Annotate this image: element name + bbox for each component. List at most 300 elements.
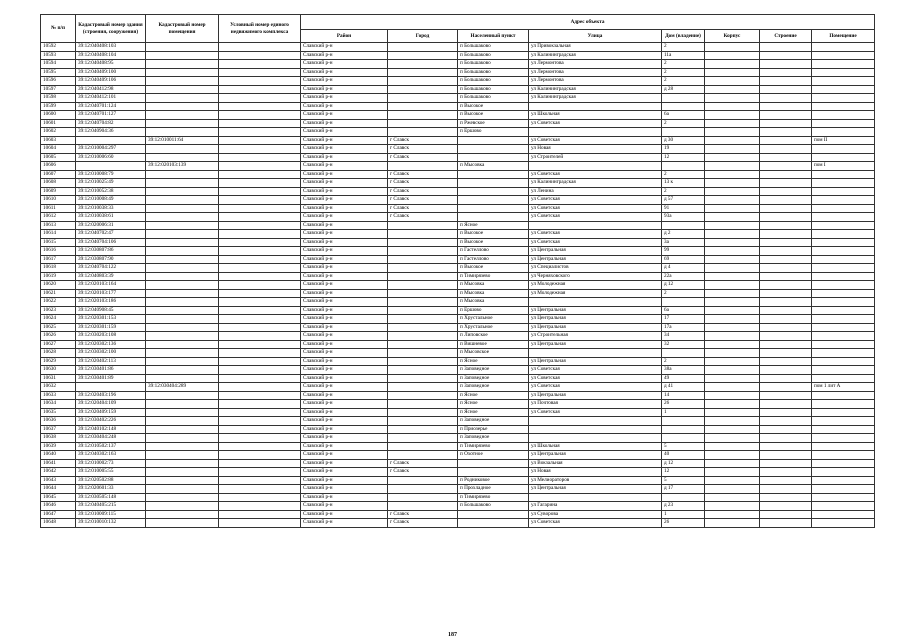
table-row [41, 451, 875, 460]
cell-cad-room [146, 400, 219, 409]
cell-cad-building: 39:12:030807:86 [76, 247, 146, 256]
cell-cad-complex [219, 128, 301, 137]
cell-num: 10629 [41, 357, 76, 366]
cell-cad-complex [219, 238, 301, 247]
cell-settlement: п Заповедное [458, 383, 529, 392]
cell-korpus [705, 510, 760, 519]
cell-street: ул Гагарина [529, 502, 662, 511]
cell-stroenie [760, 306, 812, 315]
cell-city [388, 162, 458, 171]
cell-korpus [705, 468, 760, 477]
cell-district: Славский р-н [301, 425, 388, 434]
cell-street [529, 417, 662, 426]
cell-cad-building: 39:12:040704:82 [76, 119, 146, 128]
header-district: Район [301, 30, 388, 43]
cell-district: Славский р-н [301, 340, 388, 349]
table-row [41, 119, 875, 128]
cell-city [388, 451, 458, 460]
cell-cad-room [146, 417, 219, 426]
cell-city: г Славск [388, 204, 458, 213]
cell-city [388, 340, 458, 349]
cell-stroenie [760, 459, 812, 468]
cell-house [662, 221, 705, 230]
table-row [41, 289, 875, 298]
table-row [41, 68, 875, 77]
cell-district: Славский р-н [301, 510, 388, 519]
cell-house: 12 [662, 468, 705, 477]
table-row [41, 196, 875, 205]
table-row [41, 434, 875, 443]
cell-cad-building: 39:12:010002:73 [76, 459, 146, 468]
cell-settlement: п Заповедное [458, 374, 529, 383]
cell-korpus [705, 408, 760, 417]
cell-room [812, 468, 875, 477]
cell-district: Славский р-н [301, 417, 388, 426]
table-row [41, 213, 875, 222]
table-row [41, 272, 875, 281]
cell-korpus [705, 238, 760, 247]
cell-house: 69 [662, 255, 705, 264]
cell-cad-complex [219, 179, 301, 188]
cell-district: Славский р-н [301, 323, 388, 332]
cell-cad-building: 39:12:040102:148 [76, 425, 146, 434]
cell-stroenie [760, 196, 812, 205]
cell-cad-room [146, 493, 219, 502]
cell-district: Славский р-н [301, 247, 388, 256]
cell-cad-building: 39:12:040702:47 [76, 230, 146, 239]
cell-city [388, 264, 458, 273]
cell-house [662, 102, 705, 111]
cell-street: ул Школьная [529, 442, 662, 451]
cell-settlement [458, 145, 529, 154]
cell-house: д 12 [662, 459, 705, 468]
cell-city [388, 289, 458, 298]
cell-room [812, 391, 875, 400]
cell-cad-room [146, 153, 219, 162]
cell-num: 10595 [41, 68, 76, 77]
cell-room [812, 493, 875, 502]
cell-street: ул Центральная [529, 315, 662, 324]
cell-district: Славский р-н [301, 476, 388, 485]
cell-num: 10610 [41, 196, 76, 205]
cell-settlement: п Большаково [458, 68, 529, 77]
cell-stroenie [760, 383, 812, 392]
cell-num: 10630 [41, 366, 76, 375]
cell-house: 2 [662, 357, 705, 366]
cell-korpus [705, 442, 760, 451]
cell-num: 10633 [41, 391, 76, 400]
cell-stroenie [760, 111, 812, 120]
cell-stroenie [760, 145, 812, 154]
cell-cad-room [146, 332, 219, 341]
header-settlement: Населенный пункт [458, 30, 529, 43]
cell-city: г Славск [388, 519, 458, 528]
cell-stroenie [760, 519, 812, 528]
cell-cad-complex [219, 519, 301, 528]
cell-cad-building: 39:12:010038:61 [76, 213, 146, 222]
table-row [41, 468, 875, 477]
cell-room [812, 213, 875, 222]
cell-house: 19 [662, 145, 705, 154]
cell-house: д 28 [662, 85, 705, 94]
cell-korpus [705, 162, 760, 171]
cell-street: ул Ленина [529, 187, 662, 196]
cell-cad-room [146, 60, 219, 69]
cell-num: 10644 [41, 485, 76, 494]
cell-house: 49 [662, 374, 705, 383]
cell-cad-complex [219, 451, 301, 460]
cell-district: Славский р-н [301, 451, 388, 460]
cell-cad-room: 39:12:030404:289 [146, 383, 219, 392]
cell-room [812, 400, 875, 409]
cell-house: 2 [662, 119, 705, 128]
cell-num: 10625 [41, 323, 76, 332]
cell-room [812, 366, 875, 375]
cell-stroenie [760, 493, 812, 502]
cell-cad-room [146, 306, 219, 315]
cell-cad-room [146, 68, 219, 77]
cell-cad-room [146, 434, 219, 443]
cell-city [388, 442, 458, 451]
cell-house: 2 [662, 77, 705, 86]
cell-num: 10618 [41, 264, 76, 273]
cell-city [388, 323, 458, 332]
cell-stroenie [760, 434, 812, 443]
cell-cad-room [146, 264, 219, 273]
cell-cad-building: 39:12:020103:186 [76, 298, 146, 307]
cell-num: 10613 [41, 221, 76, 230]
cell-room [812, 485, 875, 494]
cell-cad-building [76, 136, 146, 145]
cell-korpus [705, 51, 760, 60]
cell-house: 5 [662, 476, 705, 485]
cell-cad-room [146, 247, 219, 256]
cell-stroenie [760, 255, 812, 264]
cell-korpus [705, 94, 760, 103]
cell-cad-building [76, 162, 146, 171]
header-cad-complex: Условный номер единого недвижимого комплекса [219, 15, 301, 43]
cell-num: 10626 [41, 332, 76, 341]
cell-num: 10642 [41, 468, 76, 477]
cell-district: Славский р-н [301, 332, 388, 341]
table-row [41, 221, 875, 230]
cell-num: 10628 [41, 349, 76, 358]
cell-cad-complex [219, 315, 301, 324]
cell-num: 10600 [41, 111, 76, 120]
table-row [41, 238, 875, 247]
cell-settlement: п Мысовка [458, 298, 529, 307]
cell-district: Славский р-н [301, 43, 388, 52]
cell-district: Славский р-н [301, 94, 388, 103]
cell-settlement: п Липовское [458, 332, 529, 341]
cell-settlement: п Высокое [458, 264, 529, 273]
cell-num: 10634 [41, 400, 76, 409]
cell-num: 10609 [41, 187, 76, 196]
cell-stroenie [760, 170, 812, 179]
cell-settlement [458, 204, 529, 213]
cell-room [812, 119, 875, 128]
table-row [41, 374, 875, 383]
cell-cad-complex [219, 68, 301, 77]
cell-cad-room [146, 476, 219, 485]
cell-num: 10611 [41, 204, 76, 213]
cell-room: пом 1 лит А [812, 383, 875, 392]
cell-district: Славский р-н [301, 153, 388, 162]
cell-street: ул Калининградская [529, 94, 662, 103]
cell-street: ул Строительная [529, 332, 662, 341]
cell-cad-building: 39:12:030401:86 [76, 366, 146, 375]
cell-num: 10596 [41, 77, 76, 86]
cell-house [662, 493, 705, 502]
header-city: Город [388, 30, 458, 43]
table-row [41, 502, 875, 511]
cell-korpus [705, 102, 760, 111]
cell-city: г Славск [388, 196, 458, 205]
cell-num: 10640 [41, 451, 76, 460]
cell-district: Славский р-н [301, 408, 388, 417]
cell-num: 10632 [41, 383, 76, 392]
cell-cad-building: 39:12:030402:226 [76, 417, 146, 426]
cell-settlement: п Заповедное [458, 417, 529, 426]
cell-cad-room [146, 77, 219, 86]
table-row [41, 519, 875, 528]
page-number: 187 [448, 632, 457, 638]
cell-house: 26 [662, 519, 705, 528]
cell-house: 17а [662, 323, 705, 332]
cell-korpus [705, 315, 760, 324]
cell-city [388, 68, 458, 77]
cell-city: г Славск [388, 468, 458, 477]
cell-city [388, 383, 458, 392]
cell-cad-building: 39:12:010004:297 [76, 145, 146, 154]
cell-stroenie [760, 68, 812, 77]
cell-num: 10607 [41, 170, 76, 179]
cell-room [812, 238, 875, 247]
cell-stroenie [760, 230, 812, 239]
cell-num: 10605 [41, 153, 76, 162]
table-row [41, 145, 875, 154]
cell-cad-room [146, 128, 219, 137]
table-row [41, 60, 875, 69]
cell-korpus [705, 434, 760, 443]
cell-cad-room [146, 289, 219, 298]
cell-district: Славский р-н [301, 68, 388, 77]
cell-settlement [458, 196, 529, 205]
cell-num: 10647 [41, 510, 76, 519]
cell-korpus [705, 493, 760, 502]
cell-stroenie [760, 60, 812, 69]
cell-city [388, 221, 458, 230]
cell-settlement: п Большаково [458, 51, 529, 60]
header-stroenie: Строение [760, 30, 812, 43]
table-row [41, 128, 875, 137]
cell-street [529, 162, 662, 171]
cell-cad-room [146, 315, 219, 324]
cell-street: ул Вокзальная [529, 459, 662, 468]
cell-cad-room [146, 374, 219, 383]
cell-num: 10601 [41, 119, 76, 128]
cell-street: ул Советская [529, 204, 662, 213]
cell-cad-room [146, 485, 219, 494]
cell-house: 2 [662, 43, 705, 52]
cell-cad-complex [219, 374, 301, 383]
cell-room [812, 221, 875, 230]
cell-settlement: п Большаково [458, 60, 529, 69]
cell-cad-building: 39:12:010005:55 [76, 468, 146, 477]
cell-room [812, 519, 875, 528]
cell-district: Славский р-н [301, 349, 388, 358]
cell-num: 10604 [41, 145, 76, 154]
cell-room [812, 170, 875, 179]
table-row [41, 340, 875, 349]
cell-street [529, 221, 662, 230]
cell-room [812, 51, 875, 60]
cell-district: Славский р-н [301, 289, 388, 298]
cell-cad-complex [219, 272, 301, 281]
cell-house [662, 417, 705, 426]
cell-room [812, 502, 875, 511]
cell-stroenie [760, 332, 812, 341]
cell-street [529, 493, 662, 502]
cell-city: г Славск [388, 136, 458, 145]
cell-settlement: п Большаково [458, 43, 529, 52]
cell-num: 10643 [41, 476, 76, 485]
cell-street: ул Специалистов [529, 264, 662, 273]
cell-district: Славский р-н [301, 315, 388, 324]
cell-cad-complex [219, 204, 301, 213]
cell-cad-room [146, 111, 219, 120]
cell-cad-complex [219, 187, 301, 196]
cell-num: 10616 [41, 247, 76, 256]
cell-district: Славский р-н [301, 119, 388, 128]
cell-settlement: п Ясное [458, 400, 529, 409]
cell-cad-building: 39:12:020302:136 [76, 340, 146, 349]
cell-room [812, 77, 875, 86]
cell-house: 12 [662, 153, 705, 162]
cell-cad-building: 39:12:020301:159 [76, 323, 146, 332]
cell-cad-room [146, 230, 219, 239]
cell-settlement [458, 213, 529, 222]
cell-cad-building: 39:12:040408:103 [76, 43, 146, 52]
cell-cad-building: 39:12:010008:49 [76, 196, 146, 205]
cell-cad-building: 39:12:030302:100 [76, 349, 146, 358]
cell-cad-building: 39:12:040408:104 [76, 51, 146, 60]
cell-cad-room [146, 170, 219, 179]
cell-house [662, 298, 705, 307]
cell-room [812, 153, 875, 162]
cell-cad-building: 39:12:040701:127 [76, 111, 146, 120]
cell-cad-room [146, 43, 219, 52]
header-house: Дом (владение) [662, 30, 705, 43]
table-row [41, 408, 875, 417]
cell-house: 13 к [662, 179, 705, 188]
cell-settlement: п Гастеллово [458, 247, 529, 256]
cell-cad-building: 39:12:040908:45 [76, 306, 146, 315]
cell-cad-room [146, 323, 219, 332]
cell-settlement [458, 468, 529, 477]
cell-cad-room [146, 145, 219, 154]
cell-korpus [705, 298, 760, 307]
cell-cad-complex [219, 417, 301, 426]
cell-street [529, 425, 662, 434]
cell-room [812, 111, 875, 120]
cell-cad-room [146, 340, 219, 349]
cell-street: ул Центральная [529, 306, 662, 315]
cell-cad-building [76, 383, 146, 392]
cell-street: ул Советская [529, 383, 662, 392]
cell-num: 10603 [41, 136, 76, 145]
cell-cad-room [146, 213, 219, 222]
cell-stroenie [760, 187, 812, 196]
cell-cad-room [146, 221, 219, 230]
cell-street: ул Советская [529, 238, 662, 247]
cell-room [812, 323, 875, 332]
cell-house [662, 94, 705, 103]
cell-street: ул Молодежная [529, 281, 662, 290]
cell-korpus [705, 136, 760, 145]
cell-room [812, 442, 875, 451]
cell-korpus [705, 425, 760, 434]
cell-settlement: п Ясное [458, 221, 529, 230]
table-row [41, 94, 875, 103]
cell-house: д 12 [662, 281, 705, 290]
cell-district: Славский р-н [301, 85, 388, 94]
cell-street: ул Центральная [529, 247, 662, 256]
cell-street: ул Лермонтова [529, 60, 662, 69]
cell-settlement: п Большаково [458, 94, 529, 103]
table-row [41, 170, 875, 179]
cell-cad-complex [219, 136, 301, 145]
cell-city [388, 374, 458, 383]
cell-street: ул Молодежная [529, 289, 662, 298]
cell-cad-building: 39:12:030505:148 [76, 493, 146, 502]
cell-city: г Славск [388, 179, 458, 188]
cell-korpus [705, 68, 760, 77]
cell-cad-room [146, 451, 219, 460]
cell-room [812, 332, 875, 341]
table-row [41, 264, 875, 273]
cell-settlement: п Большаково [458, 77, 529, 86]
cell-stroenie [760, 51, 812, 60]
cell-district: Славский р-н [301, 145, 388, 154]
cell-room [812, 60, 875, 69]
cell-cad-room [146, 349, 219, 358]
table-row [41, 485, 875, 494]
cell-stroenie [760, 238, 812, 247]
cell-city [388, 417, 458, 426]
cell-room [812, 102, 875, 111]
cell-cad-complex [219, 468, 301, 477]
cell-stroenie [760, 340, 812, 349]
cell-room [812, 451, 875, 460]
cell-street: ул Строителей [529, 153, 662, 162]
cell-street: ул Мелиораторов [529, 476, 662, 485]
table-row [41, 153, 875, 162]
cell-num: 10608 [41, 179, 76, 188]
cell-korpus [705, 391, 760, 400]
cell-cad-complex [219, 459, 301, 468]
cell-district: Славский р-н [301, 238, 388, 247]
cell-street: ул Лермонтова [529, 68, 662, 77]
cell-cad-complex [219, 298, 301, 307]
cell-num: 10620 [41, 281, 76, 290]
cell-cad-building: 39:12:030404:248 [76, 434, 146, 443]
cell-house [662, 425, 705, 434]
cell-cad-complex [219, 213, 301, 222]
cell-street: ул Центральная [529, 451, 662, 460]
cell-settlement: п Ершово [458, 306, 529, 315]
cell-city: г Славск [388, 510, 458, 519]
